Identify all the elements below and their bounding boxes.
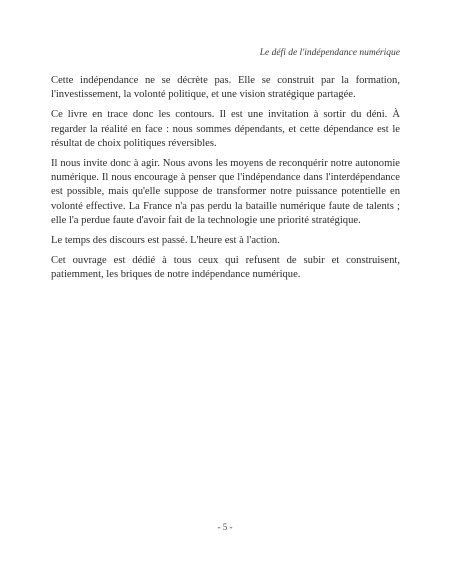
paragraph-2: Ce livre en trace donc les contours. Il est une invitation à sortir du déni. À regarder la réalité en face : nous sommes dépendants, et cette dépendance est le résultat de choix politiques réversibles.	[51, 109, 400, 149]
page-number: - 5 -	[217, 522, 233, 532]
paragraph-1: Cette indépendance ne se décrète pas. Elle se construit par la formation, l'investissement, la volonté politique, et une vision stratégique partagée.	[51, 75, 400, 101]
running-header-title: Le défi de l'indépendance numérique	[259, 48, 400, 58]
paragraph-4: Le temps des discours est passé. L'heure est à l'action.	[51, 235, 280, 247]
paragraph-5: Cet ouvrage est dédié à tous ceux qui refusent de subir et construisent, patiemment, les briques de notre indépendance numérique.	[51, 255, 400, 281]
paragraph-3: Il nous invite donc à agir. Nous avons les moyens de reconquérir notre autonomie numérique. Il nous encourage à penser que l'indépendance dans l'interdépendance est possible, mais qu'elle suppose de transformer notre puissance potentielle en volonté effective. La France n'a pas perdu la bataille numérique faute de talents ; elle l'a perdue faute d'avoir fait de la technologie une priorité stratégique.	[51, 158, 400, 226]
body-text	[51, 74, 400, 289]
